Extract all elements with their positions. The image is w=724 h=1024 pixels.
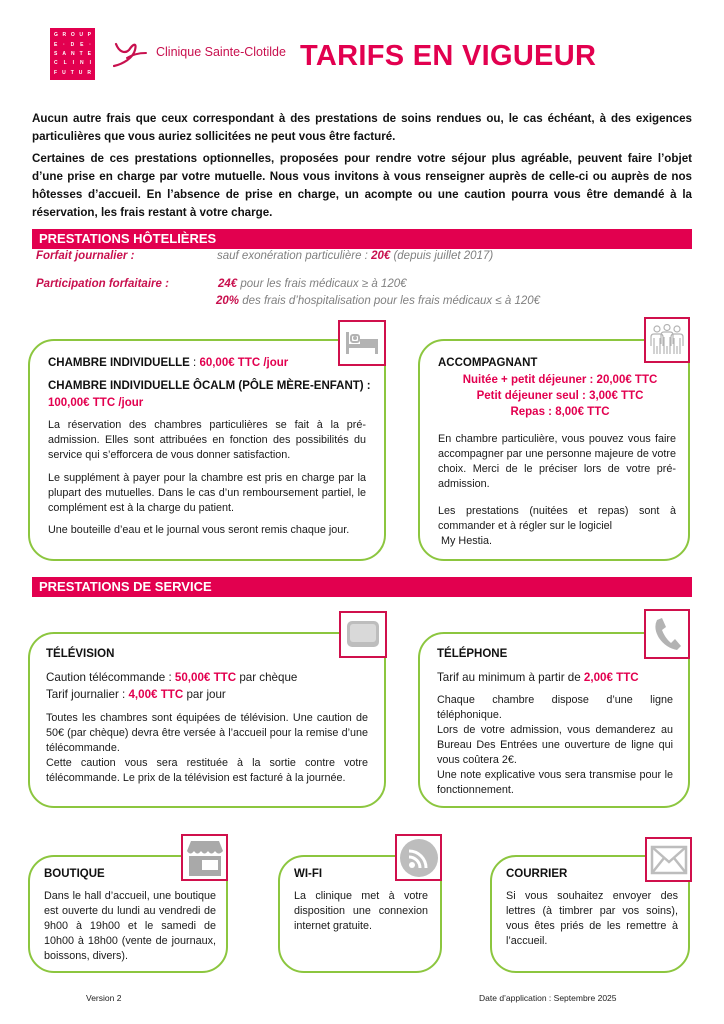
chambre-title-2: CHAMBRE INDIVIDUELLE ÔCALM (PÔLE MÈRE-ENFANT) : [48, 380, 371, 392]
television-caution-line [46, 671, 297, 684]
accompagnant-icon-box [644, 317, 690, 363]
telephone-icon-box [644, 609, 690, 659]
logo-group-row [50, 59, 95, 68]
television-text-2: Cette caution vous sera restituée à la sortie contre votre télécommande. Le prix de la télévision est facturé à la journée. [46, 757, 368, 784]
footer-date: Date d’application : Septembre 2025 [479, 993, 617, 1003]
chambre-title-1 [48, 357, 288, 369]
logo-group-letter: U [62, 69, 66, 76]
group-logo [50, 28, 95, 80]
chambre-icon-box [338, 320, 386, 366]
wifi-text: La clinique met à votre disposition une connexion internet gratuite. [294, 890, 428, 932]
wifi-title: WI-FI [294, 868, 323, 880]
boutique-text: Dans le hall d’accueil, une boutique est ouverte du lundi au vendredi de 9h00 à 19h00 et le samedi de 10h00 à 18h00 (vente de journaux, boissons, divers). [44, 890, 216, 962]
television-text-1: Toutes les chambres sont équipées de télévision. Une caution de 50€ (par chèque) devra être versée à l’accueil pour la remise d’une télécommande. [46, 712, 368, 754]
logo-group-letter: U [78, 69, 83, 76]
telephone-price-line [437, 671, 639, 684]
courrier-title: COURRIER [506, 868, 568, 880]
chambre-title-1-label: CHAMBRE INDIVIDUELLE [48, 357, 190, 369]
television-daily-line [46, 688, 226, 701]
mail-icon [650, 845, 688, 875]
television-title: TÉLÉVISION [46, 648, 115, 660]
logo-group-letter: U [79, 32, 83, 39]
telephone-price-prefix: Tarif au minimum à partir de [437, 671, 584, 684]
section-header-hotel: PRESTATIONS HÔTELIÈRES [32, 229, 692, 249]
chambre-text-3: Une bouteille d’eau et le journal vous seront remis chaque jour. [48, 524, 350, 536]
telephone-text-3: Une note explicative vous sera transmise pour le fonctionnement. [437, 769, 673, 796]
logo-group-letter: T [70, 69, 74, 76]
telephone-price-amount: 2,00€ TTC [583, 671, 639, 684]
television-caution-amount: 50,00€ TTC [174, 671, 237, 684]
telephone-text-1: Chaque chambre dispose d’une ligne téléphonique. [437, 694, 673, 721]
boutique-title: BOUTIQUE [44, 868, 105, 880]
television-daily-suffix: par jour [183, 688, 226, 701]
tv-icon [345, 619, 381, 651]
television-icon-box [339, 611, 387, 658]
wifi-icon-box [395, 834, 442, 881]
logo-group-letter: F [54, 69, 58, 76]
participation-amount-1: 24€ [218, 278, 238, 290]
forfait-journalier-value [217, 250, 493, 262]
logo-group-letter: E [80, 41, 84, 48]
telephone-title: TÉLÉPHONE [437, 648, 508, 660]
logo-group-row [50, 69, 95, 78]
intro-paragraph-1: Aucun autre frais que ceux correspondant à des prestations de soins rendues ou, le cas échéant, à des exigences particulières que vous auriez sollicitées ne peut vous être facturé. [32, 112, 692, 143]
wifi-icon [399, 838, 439, 878]
logo-group-letter: E [87, 50, 91, 57]
logo-group-letter: · [89, 41, 91, 48]
accompagnant-text-2: Les prestations (nuitées et repas) sont à commander et à régler sur le logiciel [438, 505, 676, 532]
television-caution-suffix: par chèque [236, 671, 298, 684]
clinic-logo-mark [113, 38, 147, 68]
logo-group-letter: · [63, 41, 65, 48]
logo-group-letter: L [63, 60, 67, 67]
accompagnant-text-2-software: My Hestia. [441, 535, 492, 547]
courrier-icon-box [645, 837, 692, 882]
logo-group-row [50, 40, 95, 49]
television-daily-amount: 4,00€ TTC [128, 688, 184, 701]
accompagnant-price-repas: Repas : 8,00€ TTC [510, 406, 610, 418]
courrier-text: Si vous souhaitez envoyer des lettres (à timbrer par vos soins), vous êtes priés de les remettre à l’accueil. [506, 890, 678, 947]
participation-amount-2: 20% [216, 295, 240, 307]
participation-text-1: pour les frais médicaux ≥ à 120€ [237, 278, 407, 290]
forfait-suffix: (depuis juillet 2017) [390, 250, 494, 262]
people-icon [649, 324, 685, 356]
accompagnant-price-petit-dejeuner: Petit déjeuner seul : 3,00€ TTC [476, 390, 644, 402]
footer-version: Version 2 [86, 993, 122, 1003]
section-header-service: PRESTATIONS DE SERVICE [32, 577, 692, 597]
television-caution-prefix: Caution télécommande : [46, 671, 175, 684]
chambre-title-1-separator: : [189, 357, 200, 369]
logo-group-row [50, 31, 95, 40]
logo-group-letter: N [79, 60, 84, 67]
telephone-text-2: Lors de votre admission, vous demanderez au Bureau Des Entrées une ouverture de ligne qui vous coûtera 2€. [437, 724, 673, 766]
logo-group-letter: O [70, 32, 75, 39]
logo-group-letter: I [89, 60, 91, 67]
logo-group-letter: D [70, 41, 75, 48]
accompagnant-title: ACCOMPAGNANT [438, 357, 538, 369]
logo-group-letter: P [87, 32, 91, 39]
participation-forfaitaire-label: Participation forfaitaire : [36, 278, 169, 290]
boutique-icon-box [181, 834, 228, 881]
logo-group-letter: C [54, 60, 58, 67]
logo-group-letter: S [54, 50, 58, 57]
intro-paragraph-2: Certaines de ces prestations optionnelles, proposées pour rendre votre séjour plus agréable, peuvent faire l’objet d’une prise en charge par votre mutuelle. Nous vous invitons à vous renseigner auprès de celle-ci ou auprès de nos hôtesses d’accueil. En l’absence de prise en charge, un acompte ou une caution pourra vous être demandé à la réservation, les frais restant à votre charge. [32, 152, 692, 219]
shop-icon [186, 839, 224, 877]
participation-line-1 [218, 278, 407, 290]
logo-group-letter: I [72, 60, 75, 67]
chambre-price-1: 60,00€ TTC /jour [199, 357, 289, 369]
logo-group-letter: N [70, 50, 75, 57]
chambre-price-2: 100,00€ TTC /jour [48, 397, 144, 409]
logo-group-row [50, 50, 95, 59]
clinic-name: Clinique Sainte-Clotilde [156, 45, 286, 59]
accompagnant-prices [430, 372, 690, 420]
logo-group-letter: E [54, 41, 58, 48]
page-title: TARIFS EN VIGUEUR [300, 40, 597, 72]
accompagnant-price-nuitee: Nuitée + petit déjeuner : 20,00€ TTC [462, 374, 658, 386]
logo-group-letter: R [62, 32, 67, 39]
bed-icon [345, 331, 379, 355]
forfait-prefix: sauf exonération particulière : [217, 250, 372, 262]
television-daily-prefix: Tarif journalier : [46, 688, 129, 701]
chambre-text-2: Le supplément à payer pour la chambre est pris en charge par la plupart des mutuelles. Dans le cas d’un remboursement partiel, le complément est à la charge du patient. [48, 472, 366, 514]
logo-group-letter: T [79, 50, 83, 57]
chambre-text-1: La réservation des chambres particulières se fait à la pré-admission. Elles sont attribuées en fonction des possibilités du service qui s’efforcera de vous donner satisfaction. [48, 419, 366, 461]
forfait-amount: 20€ [371, 250, 391, 262]
participation-text-2: des frais d’hospitalisation pour les frais médicaux ≤ à 120€ [239, 295, 541, 307]
phone-icon [652, 617, 682, 651]
logo-group-letter: G [54, 32, 58, 39]
accompagnant-text-1: En chambre particulière, vous pouvez vous faire accompagner par une personne majeure de votre choix. Merci de le préciser lors de votre pré-admission. [438, 433, 676, 490]
participation-line-2 [216, 295, 540, 307]
logo-group-letter: A [62, 50, 66, 57]
forfait-journalier-label: Forfait journalier : [36, 250, 135, 262]
logo-group-letter: R [87, 69, 91, 76]
